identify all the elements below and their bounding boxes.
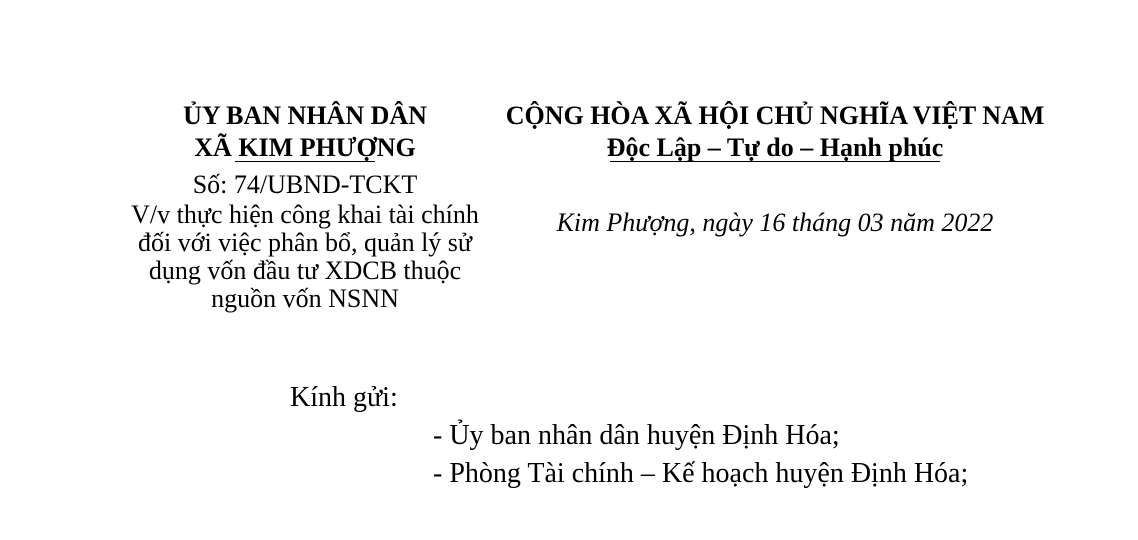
- national-title: CỘNG HÒA XÃ HỘI CHỦ NGHĨA VIỆT NAM: [505, 101, 1045, 130]
- subject-line: V/v thực hiện công khai tài chính: [131, 200, 479, 229]
- issuer-block: [80, 100, 530, 313]
- subject-block: [80, 201, 530, 313]
- recipient-item: - Ủy ban nhân dân huyện Định Hóa;: [433, 420, 840, 451]
- recipient-item: - Phòng Tài chính – Kế hoạch huyện Định Hóa;: [433, 458, 969, 489]
- recipients-label: Kính gửi:: [290, 382, 398, 413]
- document-number: Số: 74/UBND-TCKT: [192, 170, 418, 199]
- national-header-block: [485, 100, 1065, 162]
- subject-line: dụng vốn đầu tư XDCB thuộc: [148, 256, 462, 285]
- subject-line: nguồn vốn NSNN: [211, 284, 399, 313]
- national-motto: Độc Lập – Tự do – Hạnh phúc: [606, 133, 944, 162]
- issuer-name-line2: XÃ KIM PHƯỢNG: [194, 133, 416, 162]
- issuer-name-line1: ỦY BAN NHÂN DÂN: [183, 101, 427, 130]
- subject-line: đối với việc phân bổ, quản lý sử: [137, 228, 472, 257]
- date-place: Kim Phượng, ngày 16 tháng 03 năm 2022: [556, 208, 994, 237]
